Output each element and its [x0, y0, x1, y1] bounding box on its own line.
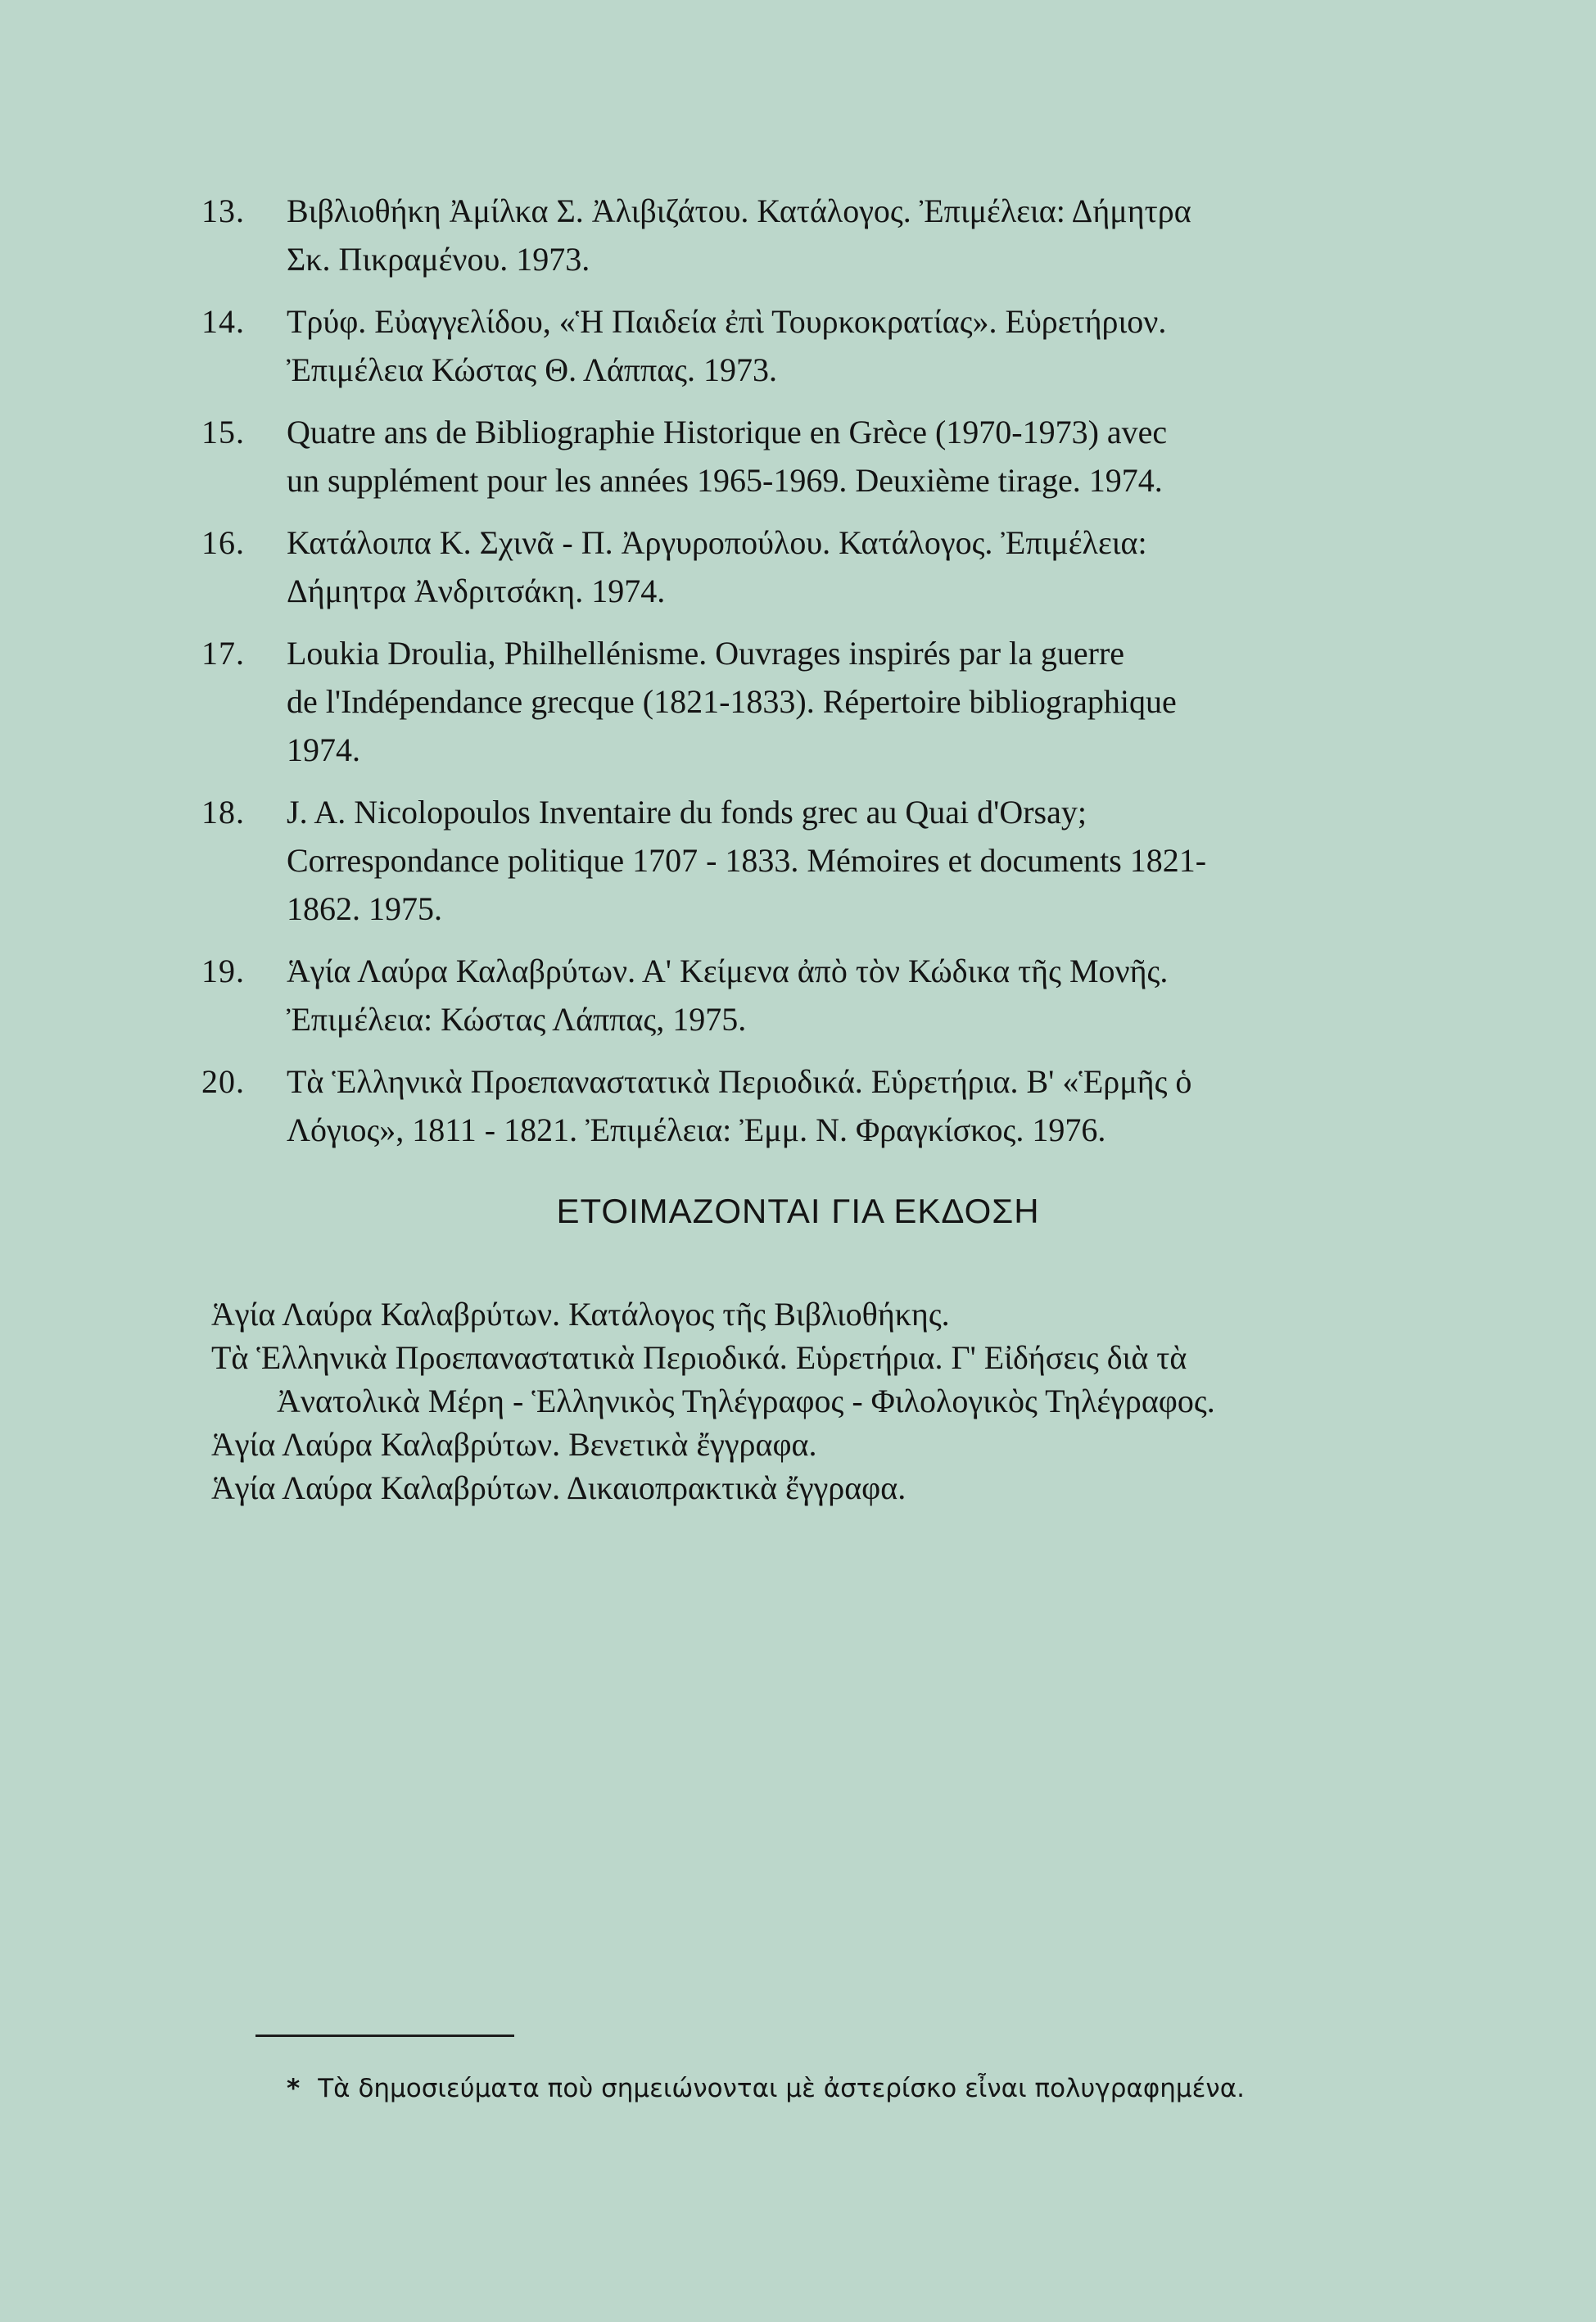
entry-line: Κατάλοιπα Κ. Σχινᾶ - Π. Ἀργυροπούλου. Κατάλογος. Ἐπιμέλεια:: [287, 524, 1147, 561]
entry-line: Βιβλιοθήκη Ἀμίλκα Σ. Ἀλιβιζάτου. Κατάλογος. Ἐπιμέλεια: Δήμητρα: [287, 192, 1191, 229]
list-item: [201, 518, 1413, 615]
entry-text: [287, 408, 1413, 505]
list-item: Τὰ Ἑλληνικὰ Προεπαναστατικὰ Περιοδικά. Εὑρετήρια. Γ' Εἰδήσεις διὰ τὰ: [211, 1339, 1187, 1376]
entry-line: Ἐπιμέλεια Κώστας Θ. Λάππας. 1973.: [287, 351, 778, 388]
list-item: [201, 297, 1413, 394]
entry-number: 20.: [201, 1063, 245, 1100]
list-item: Ἁγία Λαύρα Καλαβρύτων. Κατάλογος τῆς Βιβλιοθήκης.: [211, 1296, 950, 1333]
entry-text: [287, 297, 1413, 394]
entry-line: Δήμητρα Ἀνδριτσάκη. 1974.: [287, 573, 666, 609]
entry-line: 1974.: [287, 731, 360, 768]
entry-number: 19.: [201, 953, 245, 989]
entry-line: Σκ. Πικραμένου. 1973.: [287, 241, 590, 278]
entry-line: 1862. 1975.: [287, 890, 442, 927]
forthcoming-list: [211, 1292, 1423, 1510]
entry-line: de l'Indépendance grecque (1821-1833). Répertoire bibliographique: [287, 683, 1177, 720]
list-item: Ἁγία Λαύρα Καλαβρύτων. Δικαιοπρακτικὰ ἔγγραφα.: [211, 1469, 907, 1506]
entry-text: [287, 518, 1413, 615]
list-item: [201, 187, 1413, 283]
footnote-text: Τὰ δημοσιεύματα ποὺ σημειώνονται μὲ ἀστερίσκο εἶναι πολυγραφημένα.: [318, 2074, 1246, 2103]
entry-line: Ἐπιμέλεια: Κώστας Λάππας, 1975.: [287, 1001, 747, 1038]
entry-text: [287, 1057, 1413, 1154]
entry-line: Correspondance politique 1707 - 1833. Mémoires et documents 1821-: [287, 842, 1207, 879]
entry-number: 18.: [201, 794, 245, 831]
entry-line: Quatre ans de Bibliographie Historique en Grèce (1970-1973) avec: [287, 414, 1168, 450]
entry-number: 13.: [201, 192, 245, 229]
entry-number: 15.: [201, 414, 245, 450]
list-item-continuation: Ἀνατολικὰ Μέρη - Ἑλληνικὸς Τηλέγραφος - Φιλολογικὸς Τηλέγραφος.: [277, 1383, 1215, 1419]
entry-text: [287, 187, 1413, 283]
footnote-divider: [255, 2035, 514, 2037]
publication-list: [201, 187, 1413, 1168]
list-item: [201, 629, 1413, 774]
entry-line: Λόγιος», 1811 - 1821. Ἐπιμέλεια: Ἐμμ. Ν. Φραγκίσκος. 1976.: [287, 1111, 1106, 1148]
list-item: Ἁγία Λαύρα Καλαβρύτων. Βενετικὰ ἔγγραφα.: [211, 1426, 817, 1463]
section-heading: ΕΤΟΙΜΑΖΟΝΤΑΙ ΓΙΑ ΕΚΔΟΣΗ: [556, 1192, 1040, 1230]
list-item: [201, 788, 1413, 933]
entry-line: Loukia Droulia, Philhellénisme. Ouvrages inspirés par la guerre: [287, 635, 1125, 672]
footnote: [287, 2074, 1245, 2103]
entry-number: 16.: [201, 524, 245, 561]
entry-line: Τρύφ. Εὐαγγελίδου, «Ἡ Παιδεία ἐπὶ Τουρκοκρατίας». Εὑρετήριον.: [287, 303, 1167, 340]
entry-line: un supplément pour les années 1965-1969. Deuxième tirage. 1974.: [287, 462, 1163, 499]
entry-line: Τὰ Ἑλληνικὰ Προεπαναστατικὰ Περιοδικά. Εὑρετήρια. Β' «Ἑρμῆς ὁ: [287, 1063, 1192, 1100]
list-item: [201, 947, 1413, 1043]
entry-line: J. A. Nicolopoulos Inventaire du fonds grec au Quai d'Orsay;: [287, 794, 1087, 831]
list-item: [201, 408, 1413, 505]
list-item: [201, 1057, 1413, 1154]
entry-line: Ἁγία Λαύρα Καλαβρύτων. Α' Κείμενα ἀπὸ τὸν Κώδικα τῆς Μονῆς.: [287, 953, 1169, 989]
entry-text: [287, 629, 1413, 774]
entry-text: [287, 947, 1413, 1043]
entry-number: 14.: [201, 303, 245, 340]
entry-number: 17.: [201, 635, 245, 672]
entry-text: [287, 788, 1413, 933]
footnote-marker: *: [287, 2074, 301, 2103]
